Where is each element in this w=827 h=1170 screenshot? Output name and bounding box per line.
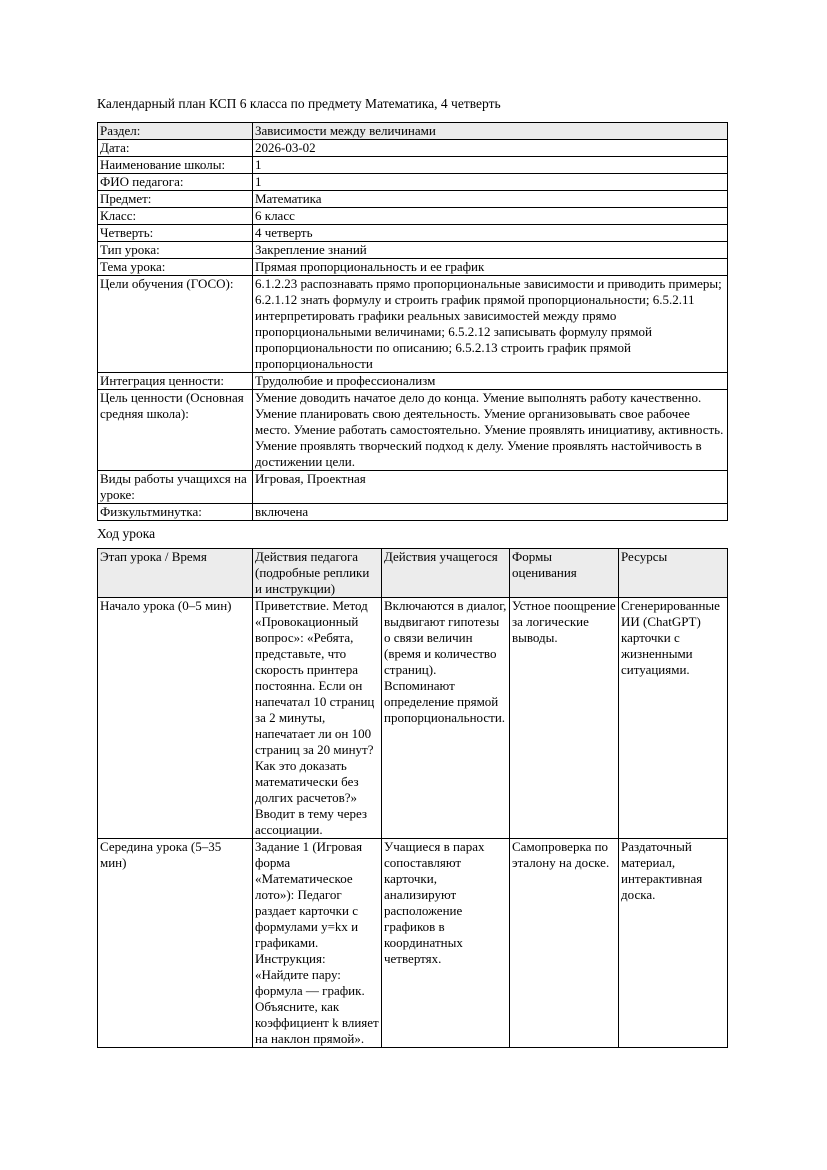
info-label-cell: Предмет: [98, 191, 253, 208]
table-row [98, 276, 728, 373]
student-actions-cell: Учащиеся в парах сопоставляют карточки, анализируют расположение графиков в координатных четвертях. [382, 839, 510, 1048]
info-value-cell: 1 [253, 174, 728, 191]
table-row [98, 504, 728, 521]
info-label-cell: Интеграция ценности: [98, 373, 253, 390]
info-label-cell: Виды работы учащихся на уроке: [98, 471, 253, 504]
info-label-cell: Цели обучения (ГОСО): [98, 276, 253, 373]
info-value-cell: Умение доводить начатое дело до конца. Умение выполнять работу качественно. Умение планировать свою деятельность. Умение организовывать свое рабочее место. Умение работать самостоятельно. Умение проявлять инициативу, активность. Умение проявлять творческий подход к делу. Умение проявлять настойчивость в достижении цели. [253, 390, 728, 471]
column-header-teacher-actions: Действия педагога (подробные реплики и инструкции) [253, 549, 382, 598]
table-header-row [98, 549, 728, 598]
table-row [98, 242, 728, 259]
document-title: Календарный план КСП 6 класса по предмету Математика, 4 четверть [97, 96, 501, 111]
info-label-cell: Раздел: [98, 123, 253, 140]
table-row [98, 598, 728, 839]
info-label-cell: Тема урока: [98, 259, 253, 276]
info-value-cell: 4 четверть [253, 225, 728, 242]
resources-cell: Раздаточный материал, интерактивная доска. [619, 839, 728, 1048]
lesson-flow-heading: Ход урока [97, 526, 156, 541]
resources-cell: Сгенерированные ИИ (ChatGPT) карточки с жизненными ситуациями. [619, 598, 728, 839]
stage-cell: Середина урока (5–35 мин) [98, 839, 253, 1048]
info-label-cell: Четверть: [98, 225, 253, 242]
table-row [98, 259, 728, 276]
table-row [98, 208, 728, 225]
info-value-cell: 6 класс [253, 208, 728, 225]
info-value-cell: Математика [253, 191, 728, 208]
info-label-cell: Класс: [98, 208, 253, 225]
info-label-cell: Наименование школы: [98, 157, 253, 174]
teacher-actions-cell: Задание 1 (Игровая форма «Математическое лото»): Педагог раздает карточки с формулами y=kx и графиками. Инструкция: «Найдите пару: формула — график. Объясните, как коэффициент k влияет на наклон прямой». [253, 839, 382, 1048]
document-page [97, 96, 727, 1048]
info-value-cell: Прямая пропорциональность и ее график [253, 259, 728, 276]
assessment-cell: Самопроверка по эталону на доске. [510, 839, 619, 1048]
table-row [98, 390, 728, 471]
info-label-cell: Тип урока: [98, 242, 253, 259]
column-header-student-actions: Действия учащегося [382, 549, 510, 598]
column-header-assessment: Формы оценивания [510, 549, 619, 598]
info-value-cell: включена [253, 504, 728, 521]
table-row [98, 839, 728, 1048]
lesson-info-table [97, 122, 728, 521]
info-value-cell: 2026-03-02 [253, 140, 728, 157]
info-value-cell: 1 [253, 157, 728, 174]
info-value-cell: Трудолюбие и профессионализм [253, 373, 728, 390]
info-value-cell: Зависимости между величинами [253, 123, 728, 140]
teacher-actions-cell: Приветствие. Метод «Провокационный вопрос»: «Ребята, представьте, что скорость принтера постоянна. Если он напечатал 10 страниц за 2 минуты, напечатает ли он 100 страниц за 20 минут? Как это доказать математически без долгих расчетов?» Вводит в тему через ассоциации. [253, 598, 382, 839]
info-value-cell: 6.1.2.23 распознавать прямо пропорциональные зависимости и приводить примеры; 6.2.1.12 знать формулу и строить график прямой пропорциональности; 6.5.2.11 интерпретировать графики реальных зависимостей между прямо пропорциональными величинами; 6.5.2.12 записывать формулу прямой пропорциональности по описанию; 6.5.2.13 строить график прямой пропорциональности [253, 276, 728, 373]
info-label-cell: Физкультминутка: [98, 504, 253, 521]
table-row [98, 123, 728, 140]
info-label-cell: Дата: [98, 140, 253, 157]
table-row [98, 140, 728, 157]
info-value-cell: Закрепление знаний [253, 242, 728, 259]
assessment-cell: Устное поощрение за логические выводы. [510, 598, 619, 839]
table-row [98, 225, 728, 242]
info-label-cell: ФИО педагога: [98, 174, 253, 191]
column-header-resources: Ресурсы [619, 549, 728, 598]
table-row [98, 174, 728, 191]
student-actions-cell: Включаются в диалог, выдвигают гипотезы о связи величин (время и количество страниц). Вспоминают определение прямой пропорциональности. [382, 598, 510, 839]
info-value-cell: Игровая, Проектная [253, 471, 728, 504]
stage-cell: Начало урока (0–5 мин) [98, 598, 253, 839]
table-row [98, 191, 728, 208]
table-row [98, 373, 728, 390]
table-row [98, 157, 728, 174]
table-row [98, 471, 728, 504]
lesson-flow-table [97, 548, 728, 1048]
info-label-cell: Цель ценности (Основная средняя школа): [98, 390, 253, 471]
column-header-stage: Этап урока / Время [98, 549, 253, 598]
